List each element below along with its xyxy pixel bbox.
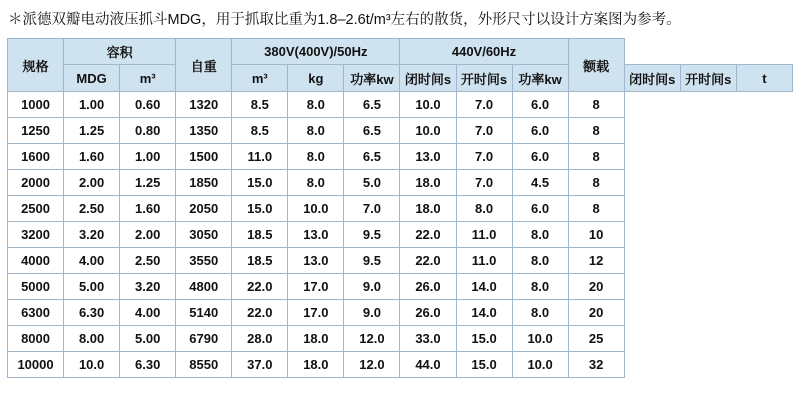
table-cell: 7.0 (344, 196, 400, 222)
table-cell: 1350 (176, 118, 232, 144)
header-group-weight: 自重 (176, 39, 232, 92)
table-cell: 8.5 (232, 92, 288, 118)
header-group-380v: 380V(400V)/50Hz (232, 39, 400, 65)
cell-model: 5000 (8, 274, 64, 300)
table-cell: 9.0 (344, 300, 400, 326)
table-cell: 2.50 (64, 196, 120, 222)
table-cell: 1500 (176, 144, 232, 170)
table-cell: 33.0 (400, 326, 456, 352)
unit-close-60hz: 闭时间s (624, 65, 680, 92)
table-cell: 4.00 (64, 248, 120, 274)
table-cell: 8 (568, 118, 624, 144)
table-cell: 13.0 (288, 222, 344, 248)
table-cell: 22.0 (400, 248, 456, 274)
table-cell: 9.5 (344, 248, 400, 274)
table-cell: 8.0 (512, 300, 568, 326)
table-cell: 10 (568, 222, 624, 248)
table-cell: 15.0 (456, 352, 512, 378)
table-cell: 0.80 (120, 118, 176, 144)
cell-model: 8000 (8, 326, 64, 352)
table-cell: 1320 (176, 92, 232, 118)
table-cell: 2.50 (120, 248, 176, 274)
table-cell: 9.5 (344, 222, 400, 248)
table-cell: 6.5 (344, 118, 400, 144)
table-cell: 44.0 (400, 352, 456, 378)
unit-volume-1: m³ (120, 65, 176, 92)
table-cell: 1.25 (120, 170, 176, 196)
unit-power-60hz: 功率kw (512, 65, 568, 92)
table-row (8, 326, 793, 352)
table-cell: 18.0 (288, 352, 344, 378)
product-note: ＊派德双瓣电动液压抓斗MDG，用于抓取比重为1.8–2.6t/m³左右的散货，外形尺寸以设计方案图为参考。 (8, 12, 681, 28)
table-cell: 12.0 (344, 352, 400, 378)
table-cell: 5.0 (344, 170, 400, 196)
table-cell: 8.0 (512, 274, 568, 300)
table-cell: 37.0 (232, 352, 288, 378)
table-cell: 12 (568, 248, 624, 274)
table-cell: 2.00 (120, 222, 176, 248)
table-cell: 3050 (176, 222, 232, 248)
table-cell: 6.0 (512, 144, 568, 170)
table-row (8, 274, 793, 300)
table-cell: 7.0 (456, 118, 512, 144)
unit-volume-2: m³ (232, 65, 288, 92)
table-cell: 8.0 (288, 144, 344, 170)
table-cell: 8 (568, 144, 624, 170)
table-cell: 10.0 (400, 92, 456, 118)
table-cell: 11.0 (232, 144, 288, 170)
cell-model: 2000 (8, 170, 64, 196)
table-cell: 25 (568, 326, 624, 352)
table-cell: 18.5 (232, 248, 288, 274)
table-row (8, 196, 793, 222)
table-row (8, 144, 793, 170)
table-cell: 32 (568, 352, 624, 378)
table-cell: 20 (568, 300, 624, 326)
header-group-row (8, 39, 793, 65)
table-cell: 1.00 (64, 92, 120, 118)
table-row (8, 118, 793, 144)
subheader-weight-unit: kg (288, 65, 344, 92)
table-cell: 28.0 (232, 326, 288, 352)
cell-model: 1250 (8, 118, 64, 144)
table-cell: 10.0 (512, 352, 568, 378)
table-cell: 10.0 (400, 118, 456, 144)
header-group-440v: 440V/60Hz (400, 39, 568, 65)
table-row (8, 300, 793, 326)
table-cell: 15.0 (232, 170, 288, 196)
table-cell: 13.0 (400, 144, 456, 170)
table-head (8, 39, 793, 92)
table-cell: 6790 (176, 326, 232, 352)
table-cell: 22.0 (232, 300, 288, 326)
table-cell: 8.5 (232, 118, 288, 144)
table-cell: 9.0 (344, 274, 400, 300)
table-cell: 0.60 (120, 92, 176, 118)
table-cell: 5.00 (120, 326, 176, 352)
table-cell: 6.0 (512, 118, 568, 144)
table-cell: 17.0 (288, 274, 344, 300)
cell-model: 6300 (8, 300, 64, 326)
table-cell: 4800 (176, 274, 232, 300)
table-cell: 6.30 (64, 300, 120, 326)
table-cell: 13.0 (288, 248, 344, 274)
header-group-spec: 规格 (8, 39, 64, 92)
table-row (8, 170, 793, 196)
table-cell: 1850 (176, 170, 232, 196)
table-cell: 2.00 (64, 170, 120, 196)
table-cell: 8.0 (288, 92, 344, 118)
table-cell: 18.5 (232, 222, 288, 248)
specification-table (7, 38, 793, 378)
table-cell: 8.0 (512, 248, 568, 274)
table-cell: 4.5 (512, 170, 568, 196)
table-cell: 14.0 (456, 300, 512, 326)
table-cell: 8.0 (288, 170, 344, 196)
table-cell: 7.0 (456, 92, 512, 118)
table-cell: 1.00 (120, 144, 176, 170)
table-row (8, 92, 793, 118)
table-cell: 12.0 (344, 326, 400, 352)
table-cell: 20 (568, 274, 624, 300)
unit-open-60hz: 开时间s (680, 65, 736, 92)
cell-model: 2500 (8, 196, 64, 222)
unit-open-50hz: 开时间s (456, 65, 512, 92)
table-cell: 5140 (176, 300, 232, 326)
table-cell: 10.0 (288, 196, 344, 222)
table-cell: 8.0 (456, 196, 512, 222)
header-unit-row (8, 65, 793, 92)
subheader-model: MDG (64, 65, 120, 92)
table-cell: 6.5 (344, 144, 400, 170)
table-cell: 1.60 (120, 196, 176, 222)
unit-close-50hz: 闭时间s (400, 65, 456, 92)
table-cell: 10.0 (512, 326, 568, 352)
table-cell: 10.0 (64, 352, 120, 378)
table-cell: 6.0 (512, 196, 568, 222)
table-cell: 18.0 (400, 196, 456, 222)
table-cell: 6.30 (120, 352, 176, 378)
table-cell: 1.60 (64, 144, 120, 170)
table-cell: 18.0 (288, 326, 344, 352)
cell-model: 3200 (8, 222, 64, 248)
header-group-volume: 容积 (64, 39, 176, 65)
table-cell: 8550 (176, 352, 232, 378)
table-cell: 7.0 (456, 144, 512, 170)
table-cell: 3.20 (64, 222, 120, 248)
table-cell: 6.0 (512, 92, 568, 118)
cell-model: 10000 (8, 352, 64, 378)
table-body (8, 92, 793, 378)
table-cell: 3.20 (120, 274, 176, 300)
table-cell: 14.0 (456, 274, 512, 300)
table-cell: 3550 (176, 248, 232, 274)
table-cell: 8.0 (512, 222, 568, 248)
table-cell: 22.0 (232, 274, 288, 300)
table-cell: 22.0 (400, 222, 456, 248)
table-row (8, 222, 793, 248)
table-cell: 5.00 (64, 274, 120, 300)
cell-model: 1000 (8, 92, 64, 118)
header-group-rated-load: 额载 (568, 39, 624, 92)
table-cell: 18.0 (400, 170, 456, 196)
table-cell: 15.0 (456, 326, 512, 352)
table-cell: 11.0 (456, 222, 512, 248)
table-cell: 1.25 (64, 118, 120, 144)
table-cell: 8 (568, 92, 624, 118)
table-cell: 17.0 (288, 300, 344, 326)
table-cell: 7.0 (456, 170, 512, 196)
table-cell: 15.0 (232, 196, 288, 222)
table-cell: 4.00 (120, 300, 176, 326)
table-cell: 8 (568, 196, 624, 222)
subheader-load-unit: t (736, 65, 792, 92)
table-cell: 26.0 (400, 300, 456, 326)
table-row (8, 352, 793, 378)
cell-model: 4000 (8, 248, 64, 274)
unit-power-50hz: 功率kw (344, 65, 400, 92)
table-cell: 11.0 (456, 248, 512, 274)
table-cell: 2050 (176, 196, 232, 222)
table-cell: 26.0 (400, 274, 456, 300)
table-cell: 8 (568, 170, 624, 196)
table-row (8, 248, 793, 274)
table-cell: 6.5 (344, 92, 400, 118)
table-cell: 8.0 (288, 118, 344, 144)
table-cell: 8.00 (64, 326, 120, 352)
cell-model: 1600 (8, 144, 64, 170)
